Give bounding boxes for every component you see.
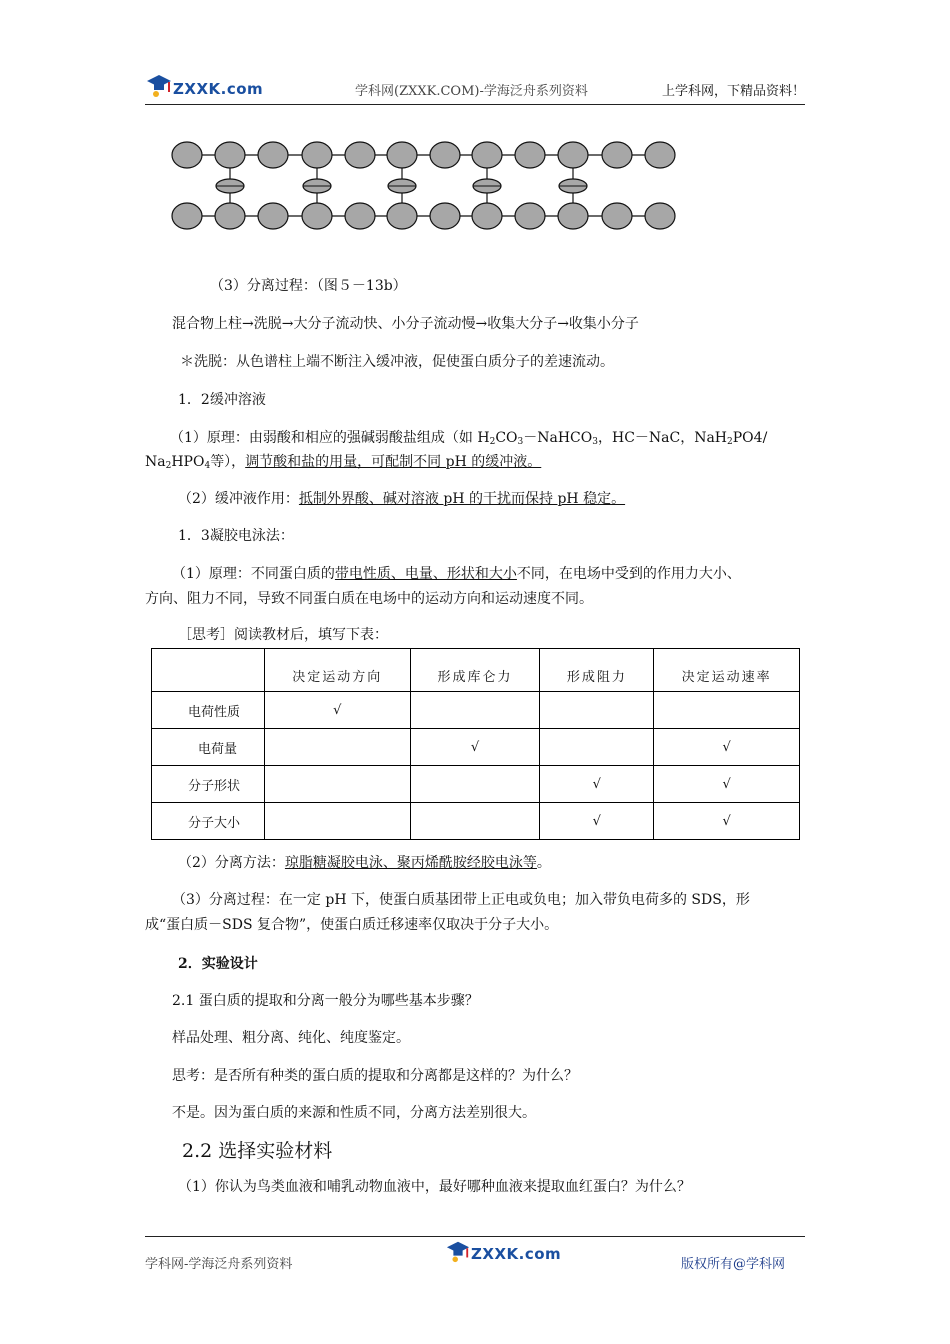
table-row: [152, 692, 800, 729]
page-header: [145, 68, 805, 105]
check-cell: [410, 766, 540, 803]
mortarboard-icon: [445, 1239, 471, 1263]
think-prompt: ［思考］阅读教材后，填写下表：: [178, 627, 388, 643]
row-label: 电荷量: [152, 729, 265, 766]
check-cell: √: [654, 729, 800, 766]
separation-method-text: （2）分离方法：琼脂糖凝胶电泳、聚丙烯酰胺经胶电泳等。: [178, 855, 551, 871]
table-header-cell: 决定运动速率: [654, 649, 800, 692]
logo-wordmark: ZXXK.com: [471, 1245, 562, 1263]
check-cell: [410, 803, 540, 840]
steps-question: 2.1 蛋白质的提取和分离一般分为哪些基本步骤？: [172, 993, 479, 1009]
zxxk-logo: [145, 68, 263, 98]
row-label: 分子大小: [152, 803, 265, 840]
check-cell: [540, 729, 654, 766]
material-question: （1）你认为鸟类血液和哺乳动物血液中，最好哪种血液来提取血红蛋白？为什么？: [178, 1179, 691, 1195]
logo-wordmark: ZXXK.com: [173, 80, 264, 98]
header-right-text: 上学科网，下精品资料！: [661, 84, 805, 99]
check-cell: √: [540, 803, 654, 840]
gel-bead-diagram: [165, 138, 685, 238]
table-header-cell: 形成库仑力: [410, 649, 540, 692]
check-cell: [264, 729, 410, 766]
check-cell: √: [540, 766, 654, 803]
table-row: [152, 729, 800, 766]
footer-right-text: 版权所有@学科网: [680, 1257, 785, 1272]
header-center-text: 学科网(ZXXK.COM)-学海泛舟系列资料: [355, 84, 588, 99]
buffer-function-text: （2）缓冲液作用：抵制外界酸、碱对溶液 pH 的干扰而保持 pH 稳定。: [178, 491, 626, 507]
think-answer: 不是。因为蛋白质的来源和性质不同，分离方法差别很大。: [172, 1105, 536, 1121]
check-cell: √: [654, 766, 800, 803]
electrophoresis-principle-line2: 方向、阻力不同，导致不同蛋白质在电场中的运动方向和运动速度不同。: [145, 591, 593, 607]
factor-table: [151, 648, 800, 840]
electrophoresis-process-line2: 成“蛋白质－SDS 复合物”，使蛋白质迁移速率仅取决于分子大小。: [145, 917, 559, 933]
row-label: 分子形状: [152, 766, 265, 803]
buffer-principle-line2: $Na_2HPO_4$等），调节酸和盐的用量，可配制不同 pH 的缓冲液。: [145, 454, 542, 471]
row-label: 电荷性质: [152, 692, 265, 729]
check-cell: [654, 692, 800, 729]
table-header-cell: 形成阻力: [540, 649, 654, 692]
mortarboard-icon: [145, 72, 173, 98]
table-header-cell: [152, 649, 265, 692]
electrophoresis-principle-line1: （1）原理：不同蛋白质的带电性质、电量、形状和大小不同，在电场中受到的作用力大小、: [172, 566, 741, 582]
section-experiment-heading: 2．实验设计: [178, 956, 258, 972]
page-footer: [145, 1236, 805, 1277]
check-cell: √: [654, 803, 800, 840]
table-header-cell: 决定运动方向: [264, 649, 410, 692]
think-question: 思考：是否所有种类的蛋白质的提取和分离都是这样的？为什么？: [172, 1068, 578, 1084]
steps-answer: 样品处理、粗分离、纯化、纯度鉴定。: [172, 1030, 410, 1046]
check-cell: [264, 803, 410, 840]
table-row: [152, 803, 800, 840]
buffer-principle-line1: （1）原理：由弱酸和相应的强碱弱酸盐组成（如 $H_2CO_3-NaHCO_3$，HC－NaC，NaH$_2$PO4/: [170, 430, 768, 447]
section-material-heading: 2.2 选择实验材料: [182, 1140, 333, 1162]
check-cell: [540, 692, 654, 729]
check-cell: [264, 766, 410, 803]
footer-logo: [445, 1239, 561, 1263]
table-row: [152, 766, 800, 803]
check-cell: √: [264, 692, 410, 729]
separation-flow-text: 混合物上柱→洗脱→大分子流动快、小分子流动慢→收集大分子→收集小分子: [172, 316, 639, 332]
table-header-row: [152, 649, 800, 692]
separation-process-heading: （3）分离过程：（图５－13b）: [210, 278, 407, 294]
section-buffer-heading: 1．2缓冲溶液: [178, 392, 266, 408]
check-cell: [410, 692, 540, 729]
section-electrophoresis-heading: 1．3凝胶电泳法：: [178, 528, 294, 544]
electrophoresis-process-line1: （3）分离过程：在一定 pH 下，使蛋白质基团带上正电或负电；加入带负电荷多的 SDS，形: [172, 892, 750, 908]
footer-left-text: 学科网-学海泛舟系列资料: [145, 1257, 293, 1272]
check-cell: √: [410, 729, 540, 766]
elution-note: ＊洗脱：从色谱柱上端不断注入缓冲液，促使蛋白质分子的差速流动。: [180, 354, 614, 370]
